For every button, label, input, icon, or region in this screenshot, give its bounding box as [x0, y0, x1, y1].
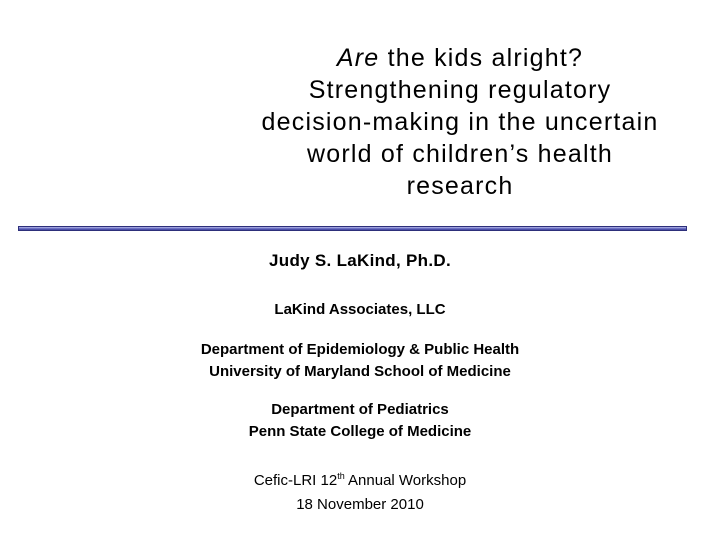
workshop-date: 18 November 2010	[296, 496, 424, 513]
title-line-3: decision-making in the uncertain	[261, 108, 659, 136]
workshop-suffix: Annual Workshop	[344, 472, 467, 489]
affiliation-lakind-associates	[0, 299, 720, 321]
affiliation-line: Department of Pediatrics	[271, 401, 449, 418]
affiliation-penn-state	[0, 399, 720, 443]
author-name: Judy S. LaKind, Ph.D.	[269, 251, 451, 270]
affiliation-line: Penn State College of Medicine	[248, 423, 472, 440]
title-italic-word: Are	[336, 44, 380, 72]
workshop-info	[0, 469, 720, 517]
title-divider	[18, 226, 687, 231]
affiliation-line: Department of Epidemiology & Public Health	[200, 341, 520, 358]
title-line-4: world of children’s health	[307, 140, 613, 168]
affiliation-line: LaKind Associates, LLC	[274, 301, 446, 318]
title-line-2: Strengthening regulatory	[308, 76, 612, 104]
title-line-1-rest: the kids alright?	[379, 44, 584, 72]
workshop-name	[0, 469, 720, 493]
affiliation-university-maryland	[0, 339, 720, 383]
workshop-prefix: Cefic-LRI 12	[253, 472, 338, 489]
slide-title	[210, 42, 710, 202]
title-line-5: research	[406, 172, 514, 200]
workshop-ordinal: th	[337, 471, 345, 481]
affiliation-line: University of Maryland School of Medicine	[209, 363, 511, 380]
title-line-1	[210, 42, 710, 74]
